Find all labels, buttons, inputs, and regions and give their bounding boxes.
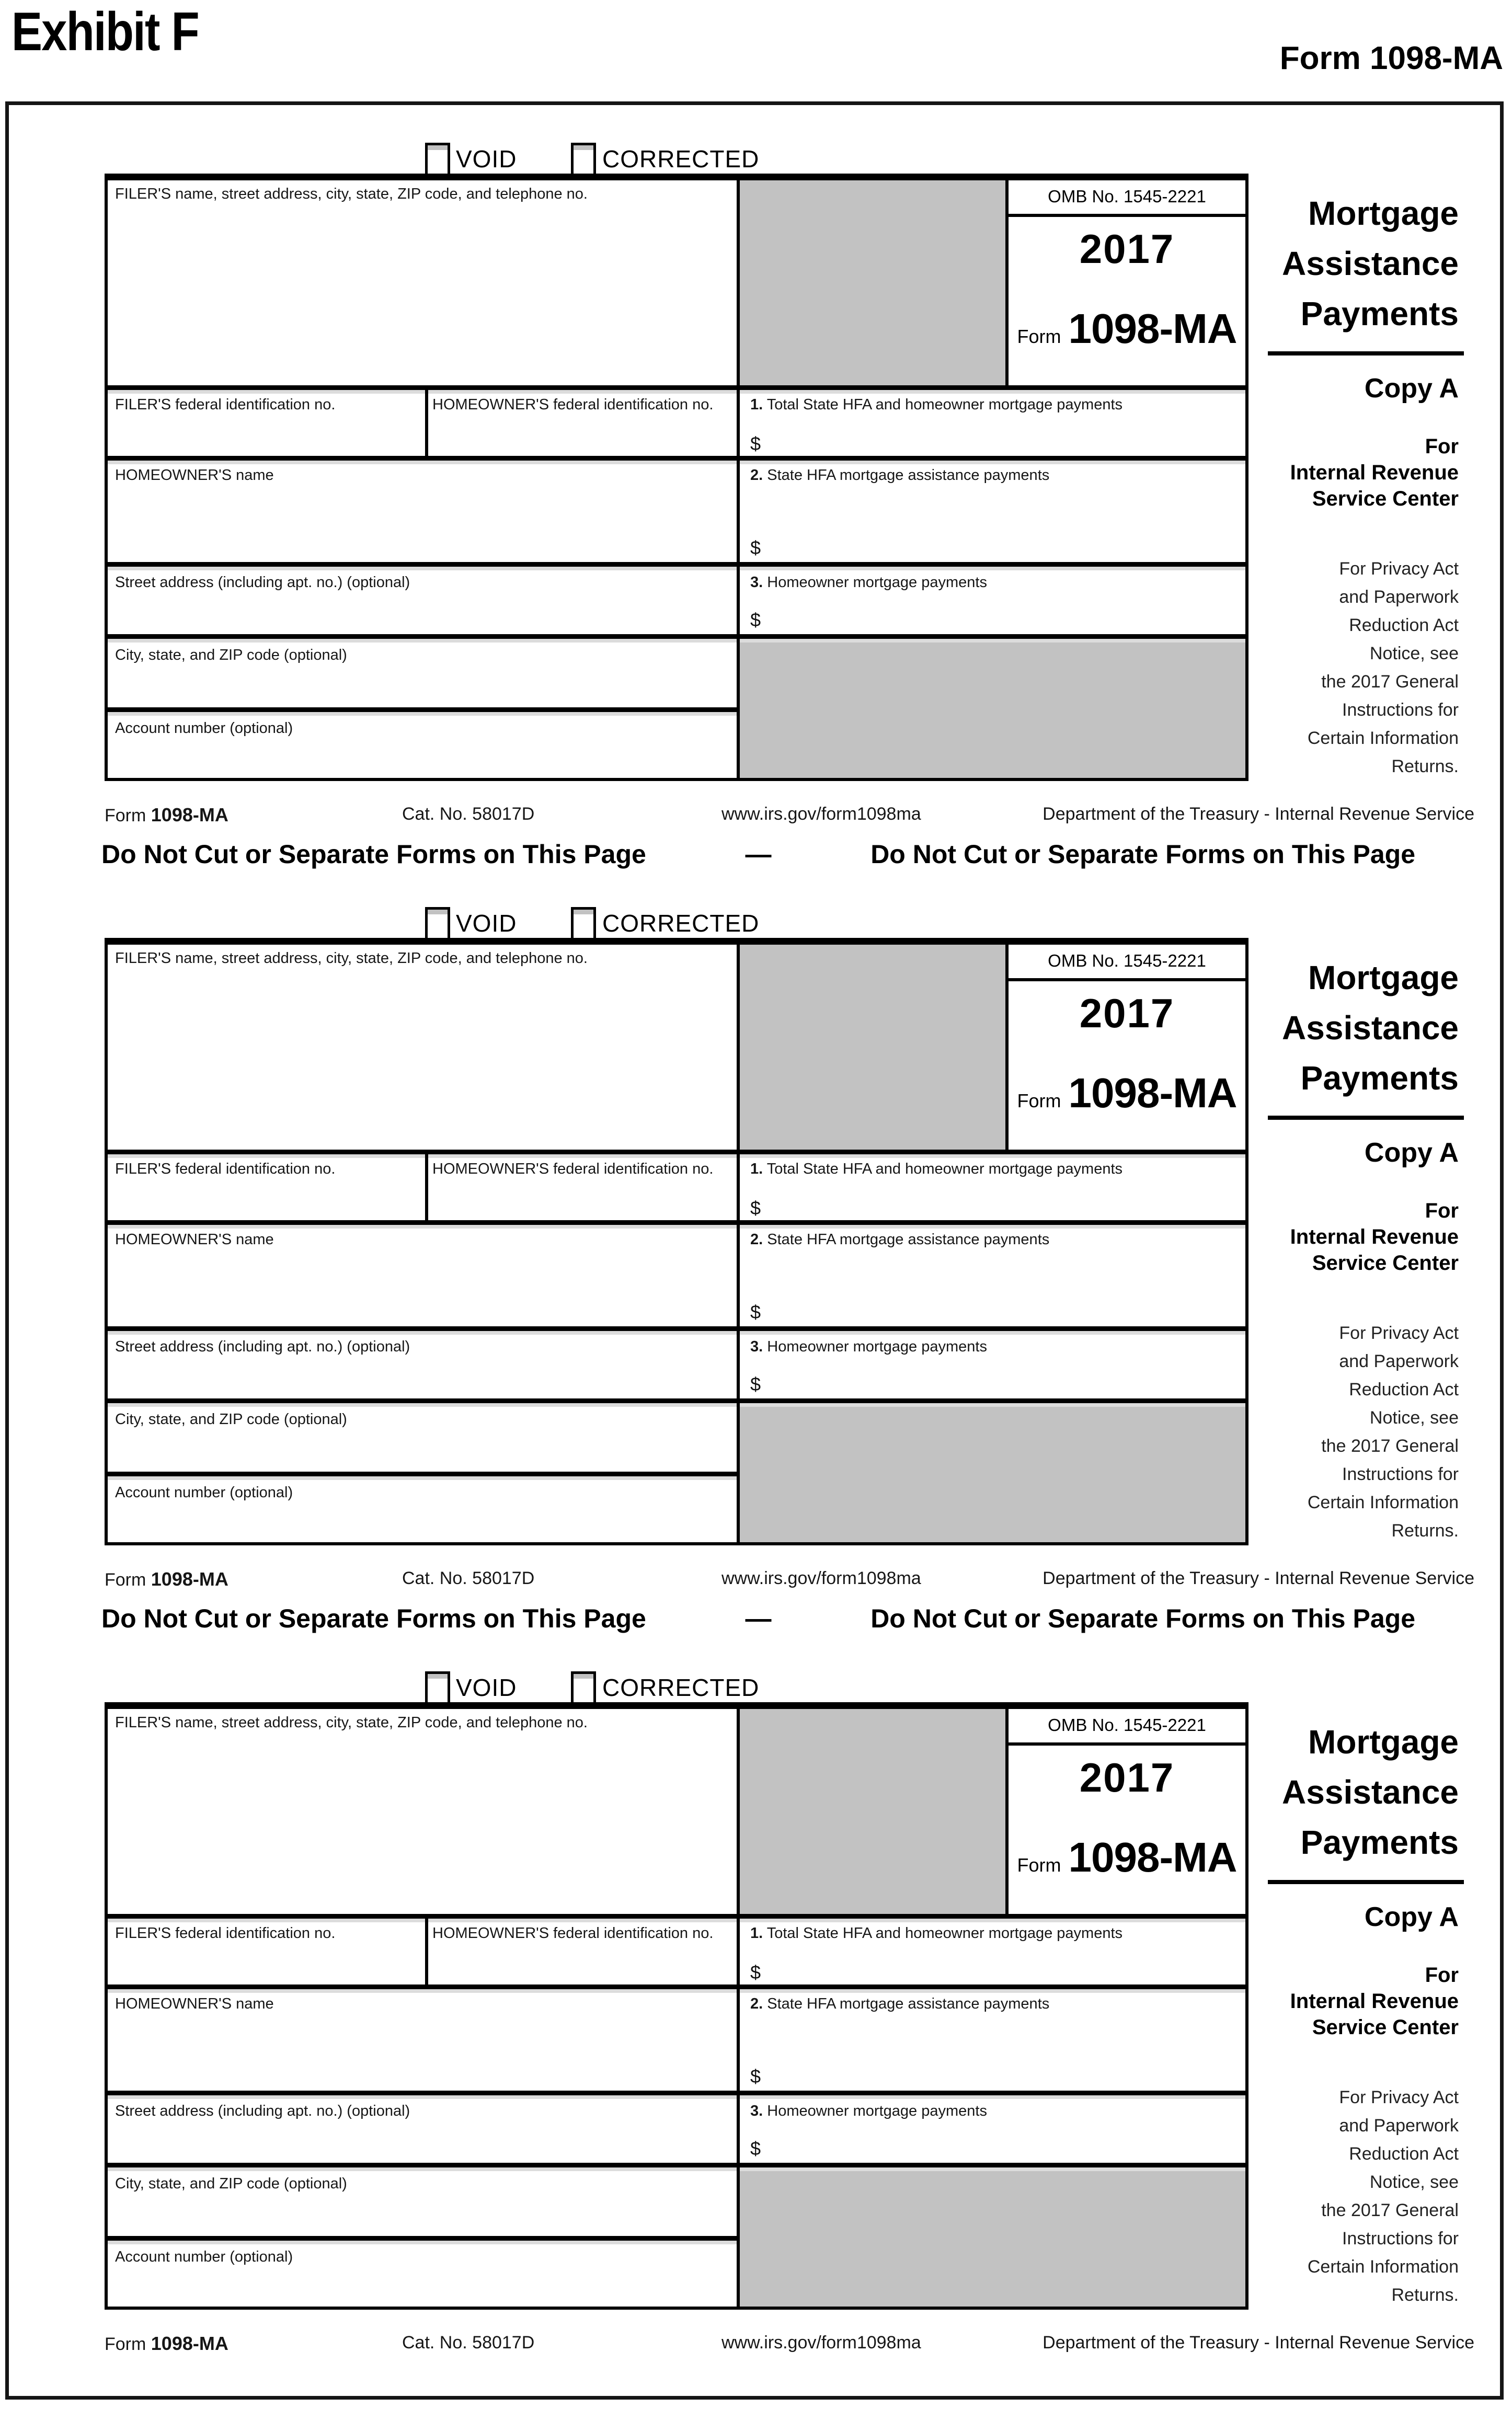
omb-number: OMB No. 1545-2221 <box>1048 1715 1206 1735</box>
omb-number: OMB No. 1545-2221 <box>1048 951 1206 970</box>
footer-form-label: Form 1098-MA <box>105 1568 228 1590</box>
box2-amount-area[interactable]: $ <box>750 2066 761 2087</box>
filer-name-field[interactable] <box>108 966 735 1149</box>
tax-year: 2017 <box>1079 1754 1175 1800</box>
form-word: Form <box>1017 326 1061 347</box>
box2-amount-area[interactable]: $ <box>750 1301 761 1323</box>
homeowner-fed-id-field[interactable] <box>428 1942 736 1983</box>
row-divider <box>108 562 1245 567</box>
row-divider <box>108 634 1245 639</box>
form-number-lockup <box>1009 1833 1245 1882</box>
city-state-zip-label: City, state, and ZIP code (optional) <box>115 647 347 663</box>
account-number-label: Account number (optional) <box>115 1484 293 1501</box>
box3-amount-area[interactable]: $ <box>750 609 761 630</box>
do-not-cut-separator <box>101 1603 1415 1634</box>
filer-fed-id-field[interactable] <box>108 1942 423 1983</box>
form-table <box>105 938 1248 1545</box>
footer-department: Department of the Treasury - Internal Revenue Service <box>1043 1568 1474 1588</box>
privacy-notice: For Privacy Act and Paperwork Reduction Act Notice, see the 2017 General Instructions for Certain Information Returns. <box>1307 1323 1459 1541</box>
form-number: 1098-MA <box>1068 1070 1237 1116</box>
footer-cat-no: Cat. No. 58017D <box>402 804 535 824</box>
box1-amount-area[interactable]: $ <box>750 1961 761 1983</box>
form-word: Form <box>1017 1090 1061 1111</box>
corrected-label: CORRECTED <box>602 145 760 173</box>
do-not-cut-separator <box>101 839 1415 869</box>
column-divider <box>1005 945 1009 1150</box>
box3-number: 3. <box>750 1338 763 1355</box>
tax-year: 2017 <box>1079 990 1175 1036</box>
box2-number: 2. <box>750 1995 763 2012</box>
homeowner-name-label: HOMEOWNER'S name <box>115 467 274 484</box>
box3-amount-area[interactable]: $ <box>750 1373 761 1395</box>
do-not-cut-text-left: Do Not Cut or Separate Forms on This Page <box>101 1604 646 1633</box>
form-number-lockup <box>1009 1069 1245 1117</box>
box3-label: 3. Homeowner mortgage payments <box>750 574 987 591</box>
box1-label: 1. Total State HFA and homeowner mortgage payments <box>750 1925 1123 1942</box>
account-number-label: Account number (optional) <box>115 720 293 737</box>
form-title: Mortgage Assistance Payments <box>1282 959 1459 1097</box>
privacy-notice: For Privacy Act and Paperwork Reduction Act Notice, see the 2017 General Instructions for Certain Information Returns. <box>1307 2087 1459 2305</box>
omb-box-divider <box>1009 214 1245 217</box>
row-divider <box>108 2091 1245 2095</box>
row-divider <box>108 1326 1245 1331</box>
footer-form-label: Form 1098-MA <box>105 804 228 825</box>
title-rule <box>1268 351 1464 355</box>
corrected-checkbox[interactable] <box>571 907 596 940</box>
box3-number: 3. <box>750 2103 763 2119</box>
form-word: Form <box>1017 1854 1061 1876</box>
footer-url: www.irs.gov/form1098ma <box>721 1568 921 1588</box>
form-number: 1098-MA <box>1068 305 1237 352</box>
do-not-cut-text-right: Do Not Cut or Separate Forms on This Page <box>870 1604 1415 1633</box>
row-divider <box>108 385 1245 390</box>
filer-fed-id-label: FILER'S federal identification no. <box>115 396 336 413</box>
shaded-cell-bottom <box>740 1403 1245 1542</box>
form-number-lockup <box>1009 305 1245 353</box>
city-state-zip-label: City, state, and ZIP code (optional) <box>115 1411 347 1428</box>
homeowner-fed-id-field[interactable] <box>428 413 736 455</box>
footer-department: Department of the Treasury - Internal Revenue Service <box>1043 2333 1474 2353</box>
column-divider <box>1005 1709 1009 1914</box>
corrected-checkbox[interactable] <box>571 143 596 176</box>
irs-center-label: For Internal Revenue Service Center <box>1290 435 1459 510</box>
box3-label: 3. Homeowner mortgage payments <box>750 2103 987 2119</box>
homeowner-fed-id-label: HOMEOWNER'S federal identification no. <box>432 396 714 413</box>
footer-cat-no: Cat. No. 58017D <box>402 1568 535 1588</box>
filer-fed-id-field[interactable] <box>108 1177 423 1219</box>
street-address-label: Street address (including apt. no.) (optional) <box>115 2103 410 2119</box>
void-label: VOID <box>456 910 517 937</box>
city-state-zip-field[interactable] <box>108 2192 735 2234</box>
row-divider <box>108 2163 1245 2167</box>
form-copy <box>0 143 1512 907</box>
box2-amount-area[interactable]: $ <box>750 537 761 558</box>
void-label: VOID <box>456 145 517 173</box>
homeowner-fed-id-label: HOMEOWNER'S federal identification no. <box>432 1161 714 1177</box>
footer-form-label: Form 1098-MA <box>105 2333 228 2354</box>
void-checkbox[interactable] <box>425 907 450 940</box>
form-number: 1098-MA <box>1068 1834 1237 1880</box>
filer-fed-id-label: FILER'S federal identification no. <box>115 1925 336 1942</box>
shaded-cell-top <box>740 945 1005 1150</box>
title-rule <box>1268 1880 1464 1884</box>
homeowner-name-label: HOMEOWNER'S name <box>115 1231 274 1248</box>
account-number-field[interactable] <box>108 2265 735 2305</box>
box1-number: 1. <box>750 1161 763 1177</box>
account-number-label: Account number (optional) <box>115 2249 293 2265</box>
homeowner-fed-id-field[interactable] <box>428 1177 736 1219</box>
exhibit-title: Exhibit F <box>12 2 199 62</box>
homeowner-fed-id-label: HOMEOWNER'S federal identification no. <box>432 1925 714 1942</box>
row-divider <box>108 1150 1245 1154</box>
account-number-field[interactable] <box>108 737 735 776</box>
form-table <box>105 1702 1248 2310</box>
account-number-field[interactable] <box>108 1501 735 1541</box>
box1-number: 1. <box>750 1925 763 1942</box>
street-address-field[interactable] <box>108 591 735 633</box>
footer-url: www.irs.gov/form1098ma <box>721 804 921 824</box>
form-footer <box>0 2333 1512 2356</box>
void-checkbox[interactable] <box>425 1671 450 1705</box>
filer-name-field[interactable] <box>108 1730 735 1913</box>
filer-name-field[interactable] <box>108 201 735 384</box>
void-label: VOID <box>456 1674 517 1701</box>
box1-amount-area[interactable]: $ <box>750 1197 761 1219</box>
row-divider <box>108 456 1245 461</box>
form-footer <box>0 1568 1512 1591</box>
filer-name-label: FILER'S name, street address, city, state, ZIP code, and telephone no. <box>115 950 588 967</box>
shaded-cell-top <box>740 1709 1005 1914</box>
shaded-cell-bottom <box>740 639 1245 778</box>
omb-box-divider <box>1009 978 1245 981</box>
row-divider <box>108 1220 1245 1225</box>
footer-department: Department of the Treasury - Internal Revenue Service <box>1043 804 1474 824</box>
homeowner-name-field[interactable] <box>108 484 735 561</box>
street-address-field[interactable] <box>108 2119 735 2161</box>
do-not-cut-dash: — <box>745 1604 772 1633</box>
column-divider <box>737 1709 740 2307</box>
void-checkbox[interactable] <box>425 143 450 176</box>
corrected-checkbox[interactable] <box>571 1671 596 1705</box>
street-address-field[interactable] <box>108 1355 735 1397</box>
box2-number: 2. <box>750 467 763 484</box>
footer-url: www.irs.gov/form1098ma <box>721 2333 921 2353</box>
copy-a-label: Copy A <box>1364 1902 1459 1932</box>
row-divider <box>108 1398 1245 1403</box>
shaded-cell-bottom <box>740 2167 1245 2307</box>
city-state-zip-field[interactable] <box>108 1428 735 1470</box>
privacy-notice: For Privacy Act and Paperwork Reduction Act Notice, see the 2017 General Instructions for Certain Information Returns. <box>1307 559 1459 776</box>
row-divider <box>108 1984 1245 1989</box>
omb-number: OMB No. 1545-2221 <box>1048 187 1206 206</box>
street-address-label: Street address (including apt. no.) (optional) <box>115 1338 410 1355</box>
copy-a-label: Copy A <box>1364 373 1459 404</box>
do-not-cut-text-left: Do Not Cut or Separate Forms on This Page <box>101 840 646 869</box>
box3-number: 3. <box>750 574 763 591</box>
box1-label: 1. Total State HFA and homeowner mortgage payments <box>750 396 1123 413</box>
box2-label: 2. State HFA mortgage assistance payments <box>750 1231 1050 1248</box>
form-title: Mortgage Assistance Payments <box>1282 1723 1459 1861</box>
omb-box-divider <box>1009 1742 1245 1746</box>
form-copy <box>0 907 1512 1671</box>
do-not-cut-text-right: Do Not Cut or Separate Forms on This Page <box>870 840 1415 869</box>
box2-label: 2. State HFA mortgage assistance payments <box>750 467 1050 484</box>
column-divider <box>1005 180 1009 385</box>
filer-fed-id-field[interactable] <box>108 413 423 455</box>
box2-label: 2. State HFA mortgage assistance payments <box>750 1995 1050 2012</box>
irs-center-label: For Internal Revenue Service Center <box>1290 1199 1459 1275</box>
form-copy <box>0 1671 1512 2409</box>
homeowner-name-label: HOMEOWNER'S name <box>115 1995 274 2012</box>
city-state-zip-field[interactable] <box>108 663 735 705</box>
street-address-label: Street address (including apt. no.) (optional) <box>115 574 410 591</box>
row-divider <box>108 1472 740 1476</box>
box1-number: 1. <box>750 396 763 413</box>
box1-amount-area[interactable]: $ <box>750 433 761 454</box>
corrected-label: CORRECTED <box>602 1674 760 1701</box>
tax-year: 2017 <box>1079 226 1175 272</box>
shaded-cell-top <box>740 180 1005 385</box>
form-table <box>105 174 1248 781</box>
corrected-label: CORRECTED <box>602 910 760 937</box>
box3-label: 3. Homeowner mortgage payments <box>750 1338 987 1355</box>
form-footer <box>0 804 1512 827</box>
column-divider <box>737 180 740 778</box>
row-divider <box>108 707 740 712</box>
homeowner-name-field[interactable] <box>108 1248 735 1325</box>
copy-a-label: Copy A <box>1364 1138 1459 1168</box>
filer-fed-id-label: FILER'S federal identification no. <box>115 1161 336 1177</box>
box1-label: 1. Total State HFA and homeowner mortgage payments <box>750 1161 1123 1177</box>
filer-name-label: FILER'S name, street address, city, state, ZIP code, and telephone no. <box>115 186 588 202</box>
row-divider <box>108 1914 1245 1919</box>
title-rule <box>1268 1116 1464 1120</box>
city-state-zip-label: City, state, and ZIP code (optional) <box>115 2175 347 2192</box>
filer-name-label: FILER'S name, street address, city, state, ZIP code, and telephone no. <box>115 1714 588 1731</box>
do-not-cut-dash: — <box>745 840 772 869</box>
page-header-form-title: Form 1098-MA <box>1279 40 1503 76</box>
row-divider <box>108 2236 740 2241</box>
form-title: Mortgage Assistance Payments <box>1282 194 1459 332</box>
column-divider <box>737 945 740 1542</box>
box3-amount-area[interactable]: $ <box>750 2138 761 2159</box>
irs-center-label: For Internal Revenue Service Center <box>1290 1964 1459 2039</box>
box2-number: 2. <box>750 1231 763 1248</box>
homeowner-name-field[interactable] <box>108 2012 735 2090</box>
footer-cat-no: Cat. No. 58017D <box>402 2333 535 2353</box>
